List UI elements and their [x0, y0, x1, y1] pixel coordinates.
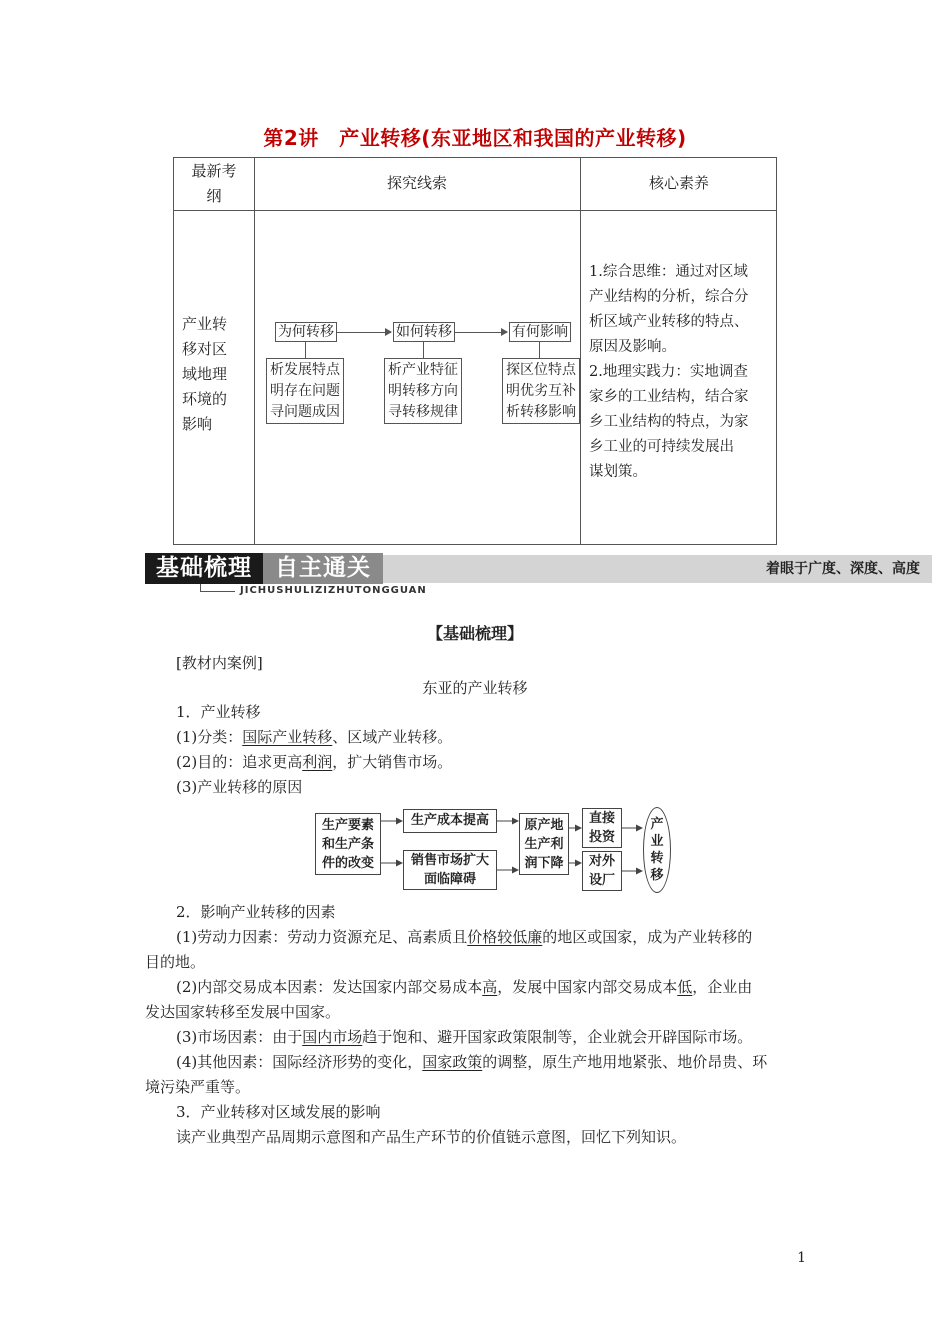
clue-how-body: 析产业特征 明转移方向 寻转移规律 [384, 358, 462, 424]
clue-why-body: 析发展特点 明存在问题 寻问题成因 [266, 358, 344, 424]
header-syllabus: 最新考纲 [191, 162, 237, 205]
p3-text: 读产业典型产品周期示意图和产品生产环节的价值链示意图，回忆下列知识。 [176, 1128, 687, 1146]
p1-line2: (2)目的：追求更高利润，扩大销售市场。 [176, 753, 453, 771]
page-number: 1 [797, 1250, 806, 1266]
case-title: 东亚的产业转移 [422, 679, 528, 697]
banner-left-label: 基础梳理 [145, 553, 263, 584]
arrow-1 [337, 332, 391, 333]
p2-factor4: (4)其他因素：国际经济形势的变化，国家政策的调整，原生产地用地紧张、地价昂贵、环 [176, 1053, 768, 1071]
literacy-text: 1.综合思维：通过对区域 产业结构的分析，综合分 析区域产业转移的特点、 原因及影响。 2.地理实践力：实地调查 家乡的工业结构，结合家 乡工业结构的特点，为家 乡工业的可持续发展出 谋划策。 [589, 264, 749, 480]
section-heading: 【基础梳理】 [426, 624, 523, 643]
p2-factor4-cont: 境污染严重等。 [145, 1078, 251, 1096]
banner-pinyin: JICHUSHULIZIZHUTONGGUAN [240, 585, 427, 596]
clue-how-head: 如何转移 [393, 322, 455, 342]
p2-factor2-cont: 发达国家转移至发展中国家。 [145, 1003, 341, 1021]
flow-arrows [310, 805, 680, 895]
syllabus-table [173, 157, 777, 545]
flow-overseas-factory: 对外 设厂 [582, 851, 622, 891]
header-literacy: 核心素养 [648, 174, 709, 192]
p1-heading: 1．产业转移 [176, 703, 261, 721]
banner-middle-label: 自主通关 [263, 553, 383, 584]
syllabus-text: 产业转 移对区 域地理 环境的 影响 [182, 315, 228, 433]
header-clues: 探究线索 [386, 174, 447, 192]
clue-why-head: 为何转移 [275, 322, 337, 342]
clue-impact-body: 探区位特点 明优劣互补 析转移影响 [502, 358, 580, 424]
p2-factor3: (3)市场因素：由于国内市场趋于饱和、避开国家政策限制等，企业就会开辟国际市场。 [176, 1028, 753, 1046]
page-title: 第2讲 产业转移(东亚地区和我国的产业转移) [263, 126, 687, 150]
banner-right-label: 着眼于广度、深度、高度 [766, 561, 920, 577]
p1-line1: (1)分类：国际产业转移、区域产业转移。 [176, 728, 453, 746]
clue-impact-head: 有何影响 [509, 322, 571, 342]
p2-heading: 2．影响产业转移的因素 [176, 903, 336, 921]
flow-direct-invest: 直接 投资 [582, 808, 622, 848]
flow-factors: 生产要素 和生产条 件的改变 [315, 813, 381, 875]
p2-factor1: (1)劳动力因素：劳动力资源充足、高素质且价格较低廉的地区或国家，成为产业转移的 [176, 928, 753, 946]
flow-industry-transfer: 产 业 转 移 [643, 807, 671, 893]
arrow-2 [455, 332, 507, 333]
flow-profit-drop: 原产地 生产利 润下降 [519, 813, 569, 875]
p2-factor2: (2)内部交易成本因素：发达国家内部交易成本高，发展中国家内部交易成本低，企业由 [176, 978, 753, 996]
flow-market-barrier: 销售市场扩大 面临障碍 [403, 850, 497, 890]
reason-flow-diagram [310, 805, 680, 895]
p2-factor1-cont: 目的地。 [145, 953, 206, 971]
flow-cost-rise: 生产成本提高 [403, 809, 497, 833]
case-label: [教材内案例] [176, 654, 263, 672]
p3-heading: 3．产业转移对区域发展的影响 [176, 1103, 381, 1121]
p1-line3: (3)产业转移的原因 [176, 778, 303, 796]
